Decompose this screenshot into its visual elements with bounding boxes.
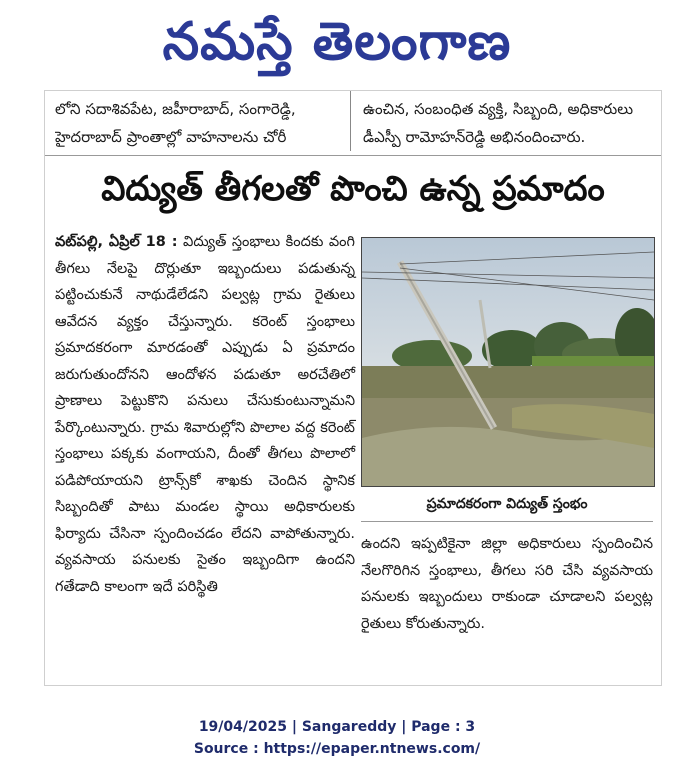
newspaper-clipping: [44, 90, 662, 686]
previous-story-right: [363, 95, 653, 151]
masthead-logo: నమస్తే తెలంగాణ: [162, 12, 512, 72]
article-dateline: వట్‌పల్లి, ఏప్రిల్ 18 :: [55, 234, 178, 250]
edition-info: 19/04/2025 | Sangareddy | Page : 3: [198, 719, 476, 735]
page-footer: [0, 716, 674, 760]
leaning-electric-pole-photo: [362, 238, 654, 486]
article-body-left: [55, 229, 355, 600]
source-link[interactable]: Source : https://epaper.ntnews.com/: [193, 741, 481, 757]
article-text: విద్యుత్ స్తంభాలు కిందకు వంగి తీగలు నేలపై దొర్లుతూ ఇబ్బందులు పడుతున్న పట్టించుకునే నాథుడేలేడని పల్వట్ల గ్రామ రైతులు ఆవేదన వ్యక్తం చేస్తున్నారు. కరెంట్ స్తంభాలు ప్రమాదకరంగా మారడంతో ఎప్పుడు ఏ ప్రమాదం జరుగుతుందోనని ఆందోళన పడుతూ అరచేతిలో ప్రాణాలు పెట్టుకొని పనులు చేసుకుంటున్నామని పేర్కొంటున్నారు. గ్రామ శివారుల్లోని పొలాల వద్ద కరెంట్ స్తంభాలు పక్కకు వంగాయని, దీంతో తీగలు పొలాలో పడిపోయాయని ట్రాన్స్‌కో శాఖకు చెందిన స్థానిక సిబ్బందితో పాటు మండల స్థాయి అధికారులకు ఫిర్యాదు చేసినా స్పందించడం లేదని వాపోతున్నారు. వ్యవసాయ పనులకు సైతం ఇబ్బందిగా ఉందని గతేడాది కాలంగా ఇదే పరిస్థితి: [55, 234, 355, 595]
previous-story-line: హైదరాబాద్ ప్రాంతాల్లో వాహనాలను చోరీ: [55, 128, 287, 146]
article-photo: [361, 237, 655, 487]
previous-story-left: [55, 95, 345, 151]
masthead: [0, 6, 674, 84]
previous-story-line: ఉంచిన, సంబంధిత వ్యక్తి, సిబ్బంది, అధికారులు: [363, 100, 634, 118]
article-body-right: ఉందని ఇప్పటికైనా జిల్లా అధికారులు స్పందించిన నేలగొరిగిన స్తంభాలు, తీగలు సరి చేసి వ్యవసాయ పనులకు ఇబ్బందులు రాకుండా చూడాలని పల్వట్ల రైతులు కోరుతున్నారు.: [361, 536, 653, 632]
previous-story-line: లోని సదాశివపేట, జహీరాబాద్, సంగారెడ్డి,: [55, 100, 296, 118]
previous-story-line: డీఎస్పీ రామోహన్‌రెడ్డి అభినందించారు.: [363, 128, 586, 146]
column-divider: [350, 91, 351, 151]
article-headline: విద్యుత్ తీగలతో పొంచి ఉన్న ప్రమాదం: [45, 155, 661, 222]
photo-caption: ప్రమాదకరంగా విద్యుత్ స్తంభం: [361, 487, 653, 522]
